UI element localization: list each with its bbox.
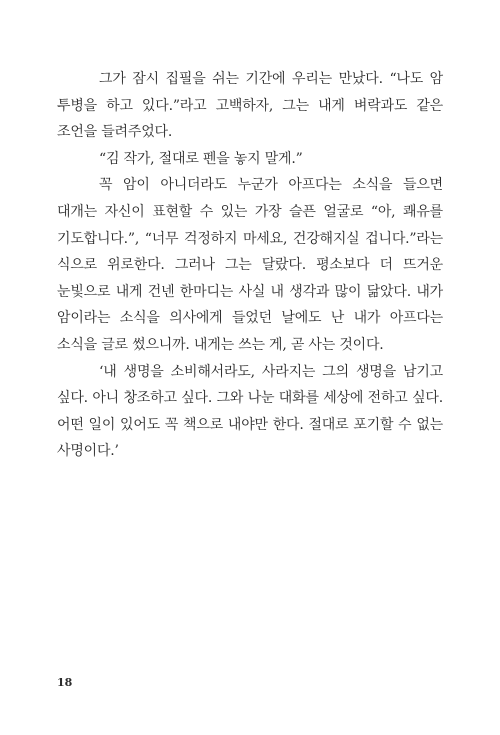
- page-number: 18: [57, 676, 73, 689]
- paragraph-meeting: 그가 잠시 집필을 쉬는 기간에 우리는 만났다. “나도 암 투병을 하고 있다.”라고 고백하자, 그는 내게 벼락과도 같은 조언을 들려주었다.: [57, 71, 443, 141]
- paragraph-mission: ‘내 생명을 소비해서라도, 사라지는 그의 생명을 남기고 싶다. 아니 창조하고 싶다. 그와 나눈 대화를 세상에 전하고 싶다. 어떤 일이 있어도 꼭 책으로 내야만 한다. 절대로 포기할 수 없는 사명이다.’: [57, 363, 443, 460]
- body-text: [57, 66, 443, 465]
- paragraph-reflection: 꼭 암이 아니더라도 누군가 아프다는 소식을 들으면 대개는 자신이 표현할 수 있는 가장 슬픈 얼굴로 “아, 쾌유를 기도합니다.”, “너무 걱정하지 마세요, 건강해지실 겁니다.”라는 식으로 위로한다. 그러나 그는 달랐다. 평소보다 더 뜨거운 눈빛으로 내게 건넨 한마디는 사실 내 생각과 많이 닮았다. 내가 암이라는 소식을 의사에게 들었던 날에도 난 내가 아프다는 소식을 글로 썼으니까. 내게는 쓰는 게, 곧 사는 것이다.: [57, 177, 443, 353]
- paragraph-quote-advice: “김 작가, 절대로 펜을 놓지 말게.”: [99, 150, 303, 167]
